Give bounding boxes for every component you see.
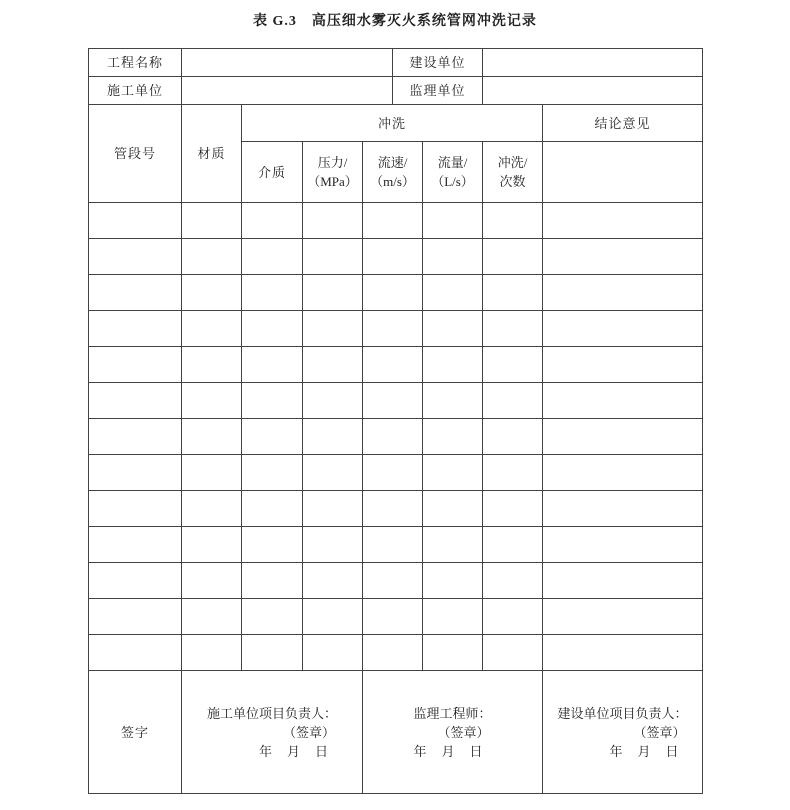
medium-cell: [242, 311, 303, 347]
col-medium: 介质: [242, 142, 303, 203]
velocity-cell: [363, 347, 423, 383]
contractor-unit-value: [182, 77, 393, 105]
project-name-label: 工程名称: [89, 49, 182, 77]
signature-contractor-seal: （签章）: [282, 724, 335, 740]
contractor-unit-label: 施工单位: [89, 77, 182, 105]
flush-times-cell: [483, 563, 543, 599]
medium-cell: [242, 239, 303, 275]
material-cell: [182, 635, 242, 671]
pressure-cell: [303, 419, 363, 455]
signature-supervisor-text: [414, 704, 492, 761]
velocity-cell: [363, 599, 423, 635]
pressure-cell: [303, 239, 363, 275]
flush-times-cell: [483, 311, 543, 347]
velocity-cell: [363, 383, 423, 419]
col-velocity: [363, 142, 423, 203]
info-section: [89, 49, 703, 105]
pipe-section-cell: [89, 419, 182, 455]
pipe-section-cell: [89, 455, 182, 491]
data-row: [89, 419, 703, 455]
project-name-value: [182, 49, 393, 77]
data-row: [89, 383, 703, 419]
medium-cell: [242, 455, 303, 491]
col-conclusion-sub-empty: [543, 142, 703, 203]
pressure-cell: [303, 635, 363, 671]
velocity-cell: [363, 419, 423, 455]
flush-times-cell: [483, 455, 543, 491]
pressure-cell: [303, 275, 363, 311]
page-title: 表 G.3 高压细水雾灭火系统管网冲洗记录: [253, 14, 537, 29]
flow-cell: [423, 419, 483, 455]
pipe-section-cell: [89, 635, 182, 671]
col-flushing-group: 冲洗: [242, 105, 543, 142]
flow-cell: [423, 383, 483, 419]
pressure-cell: [303, 383, 363, 419]
flush-times-cell: [483, 203, 543, 239]
medium-cell: [242, 203, 303, 239]
data-row: [89, 347, 703, 383]
flow-cell: [423, 599, 483, 635]
material-cell: [182, 599, 242, 635]
material-cell: [182, 491, 242, 527]
medium-cell: [242, 635, 303, 671]
flow-cell: [423, 527, 483, 563]
flow-cell: [423, 491, 483, 527]
col-pressure: [303, 142, 363, 203]
signature-label: 签字: [89, 671, 182, 794]
signature-contractor-line1: 施工单位项目负责人：: [206, 705, 337, 721]
signature-contractor-date: 年 月 日: [258, 743, 329, 759]
medium-cell: [242, 347, 303, 383]
signature-supervisor-seal: （签章）: [437, 724, 490, 740]
conclusion-cell: [543, 599, 703, 635]
material-cell: [182, 455, 242, 491]
velocity-cell: [363, 311, 423, 347]
flow-cell: [423, 239, 483, 275]
pipe-section-cell: [89, 527, 182, 563]
data-row: [89, 239, 703, 275]
pipe-section-cell: [89, 491, 182, 527]
pressure-cell: [303, 527, 363, 563]
medium-cell: [242, 383, 303, 419]
medium-cell: [242, 491, 303, 527]
material-cell: [182, 563, 242, 599]
material-cell: [182, 419, 242, 455]
conclusion-cell: [543, 203, 703, 239]
col-velocity-line1: 流速/: [377, 155, 408, 170]
velocity-cell: [363, 203, 423, 239]
velocity-cell: [363, 527, 423, 563]
flow-cell: [423, 203, 483, 239]
data-row: [89, 275, 703, 311]
pipe-section-cell: [89, 383, 182, 419]
signature-supervisor-block: [363, 671, 543, 794]
header-row-top: [89, 105, 703, 142]
pipe-section-cell: [89, 239, 182, 275]
material-cell: [182, 203, 242, 239]
signature-section: [89, 671, 703, 794]
flush-times-cell: [483, 239, 543, 275]
material-cell: [182, 311, 242, 347]
flow-cell: [423, 275, 483, 311]
pipe-section-cell: [89, 347, 182, 383]
signature-row: [89, 671, 703, 794]
supervision-unit-label: 监理单位: [393, 77, 483, 105]
flush-times-cell: [483, 635, 543, 671]
flush-times-cell: [483, 383, 543, 419]
material-cell: [182, 347, 242, 383]
col-flow-line2: （L/s）: [431, 174, 474, 189]
flow-cell: [423, 455, 483, 491]
material-cell: [182, 383, 242, 419]
conclusion-cell: [543, 491, 703, 527]
pressure-cell: [303, 203, 363, 239]
material-cell: [182, 527, 242, 563]
data-row: [89, 491, 703, 527]
owner-unit-value: [483, 49, 703, 77]
header-section: [89, 105, 703, 203]
owner-unit-label: 建设单位: [393, 49, 483, 77]
flush-times-cell: [483, 347, 543, 383]
signature-owner-block: [543, 671, 703, 794]
material-cell: [182, 239, 242, 275]
conclusion-cell: [543, 419, 703, 455]
col-pressure-line2: （MPa）: [307, 174, 358, 189]
data-row: [89, 635, 703, 671]
flow-cell: [423, 635, 483, 671]
conclusion-cell: [543, 347, 703, 383]
conclusion-cell: [543, 563, 703, 599]
conclusion-cell: [543, 383, 703, 419]
conclusion-cell: [543, 527, 703, 563]
col-flush-times-line1: 冲洗/: [497, 155, 528, 170]
medium-cell: [242, 599, 303, 635]
signature-owner-date: 年 月 日: [609, 743, 680, 759]
data-row: [89, 563, 703, 599]
pipe-section-cell: [89, 599, 182, 635]
pressure-cell: [303, 491, 363, 527]
flush-times-cell: [483, 491, 543, 527]
conclusion-cell: [543, 455, 703, 491]
signature-contractor-text: [207, 704, 337, 761]
material-cell: [182, 275, 242, 311]
flush-times-cell: [483, 275, 543, 311]
pressure-cell: [303, 599, 363, 635]
flush-times-cell: [483, 419, 543, 455]
pipe-section-cell: [89, 275, 182, 311]
info-row-1: [89, 49, 703, 77]
conclusion-cell: [543, 635, 703, 671]
signature-owner-line1: 建设单位项目负责人：: [557, 705, 688, 721]
velocity-cell: [363, 491, 423, 527]
medium-cell: [242, 563, 303, 599]
pressure-cell: [303, 347, 363, 383]
conclusion-cell: [543, 275, 703, 311]
conclusion-cell: [543, 239, 703, 275]
flush-times-cell: [483, 599, 543, 635]
col-flow-line1: 流量/: [437, 155, 468, 170]
pipe-section-cell: [89, 203, 182, 239]
info-row-2: [89, 77, 703, 105]
flow-cell: [423, 347, 483, 383]
col-flush-times-line2: 次数: [499, 174, 526, 189]
velocity-cell: [363, 239, 423, 275]
data-row: [89, 203, 703, 239]
data-row: [89, 311, 703, 347]
flow-cell: [423, 563, 483, 599]
col-velocity-line2: （m/s）: [370, 174, 415, 189]
velocity-cell: [363, 455, 423, 491]
velocity-cell: [363, 563, 423, 599]
flush-times-cell: [483, 527, 543, 563]
pressure-cell: [303, 311, 363, 347]
signature-owner-text: [558, 704, 688, 761]
col-pipe-section: 管段号: [89, 105, 182, 203]
medium-cell: [242, 419, 303, 455]
signature-supervisor-line1: 监理工程师：: [413, 705, 492, 721]
data-row: [89, 599, 703, 635]
pressure-cell: [303, 455, 363, 491]
conclusion-cell: [543, 311, 703, 347]
col-material: 材质: [182, 105, 242, 203]
signature-contractor-block: [182, 671, 363, 794]
pipe-section-cell: [89, 563, 182, 599]
signature-supervisor-date: 年 月 日: [413, 743, 484, 759]
data-row: [89, 527, 703, 563]
pipe-section-cell: [89, 311, 182, 347]
medium-cell: [242, 527, 303, 563]
col-flush-times: [483, 142, 543, 203]
flow-cell: [423, 311, 483, 347]
col-flow: [423, 142, 483, 203]
data-rows-section: [89, 203, 703, 671]
col-conclusion: 结论意见: [543, 105, 703, 142]
velocity-cell: [363, 275, 423, 311]
velocity-cell: [363, 635, 423, 671]
flushing-record-table: [88, 48, 703, 794]
medium-cell: [242, 275, 303, 311]
col-pressure-line1: 压力/: [317, 155, 348, 170]
pressure-cell: [303, 563, 363, 599]
data-row: [89, 455, 703, 491]
supervision-unit-value: [483, 77, 703, 105]
signature-owner-seal: （签章）: [633, 724, 686, 740]
